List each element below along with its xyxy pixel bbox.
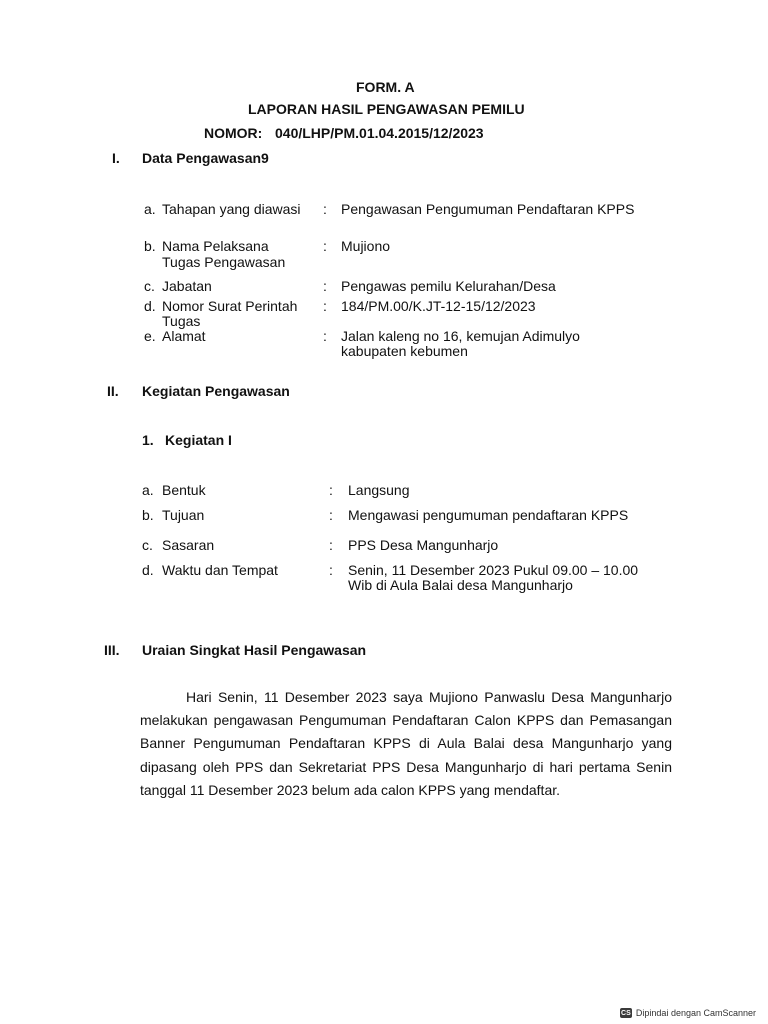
- item-value: 184/PM.00/K.JT-12-15/12/2023: [341, 298, 536, 314]
- subsection-title: Kegiatan I: [165, 432, 232, 448]
- item-letter: c.: [142, 537, 153, 553]
- item-letter: b.: [144, 238, 156, 254]
- item-label-line2: Tugas Pengawasan: [162, 254, 286, 270]
- item-value: Langsung: [348, 482, 410, 498]
- section3-title: Uraian Singkat Hasil Pengawasan: [142, 642, 367, 658]
- item-letter: d.: [142, 562, 154, 578]
- item-value: Jalan kaleng no 16, kemujan Adimulyo: [341, 328, 580, 344]
- item-colon: :: [329, 537, 333, 553]
- number-label: NOMOR:: [204, 125, 263, 141]
- item-label: Nama Pelaksana: [162, 238, 269, 254]
- item-colon: :: [323, 278, 327, 294]
- scanner-watermark: [620, 1008, 756, 1018]
- subsection-numeral: 1.: [142, 432, 154, 448]
- item-letter: e.: [144, 328, 156, 344]
- item-label: Nomor Surat Perintah: [162, 298, 298, 314]
- section1-title: Data Pengawasan9: [142, 150, 269, 166]
- camscanner-logo-icon: CS: [621, 1009, 631, 1017]
- section1-numeral: I.: [112, 150, 120, 166]
- summary-paragraph: Hari Senin, 11 Desember 2023 saya Mujiono Panwaslu Desa Mangunharjo melakukan pengawasan Pengumuman Pendaftaran Calon KPPS dan Pemasangan Banner Pengumuman Pendaftaran KPPS di Aula Balai desa Mangunharjo yang dipasang oleh PPS dan Sekretariat PPS Desa Mangunharjo di hari pertama Senin tanggal 11 Desember 2023 belum ada calon KPPS yang mendaftar.: [140, 689, 672, 798]
- item-value: Pengawasan Pengumuman Pendaftaran KPPS: [341, 201, 635, 217]
- item-letter: b.: [142, 507, 154, 523]
- item-value: Senin, 11 Desember 2023 Pukul 09.00 – 10.00: [348, 562, 639, 578]
- item-colon: :: [329, 482, 333, 498]
- item-colon: :: [329, 562, 333, 578]
- item-colon: :: [329, 507, 333, 523]
- item-letter: a.: [142, 482, 154, 498]
- item-label: Tahapan yang diawasi: [162, 201, 301, 217]
- item-value: Mujiono: [341, 238, 391, 254]
- item-letter: a.: [144, 201, 156, 217]
- section2-title: Kegiatan Pengawasan: [142, 383, 290, 399]
- item-label: Sasaran: [162, 537, 215, 553]
- section2-numeral: II.: [107, 383, 119, 399]
- item-colon: :: [323, 328, 327, 344]
- item-colon: :: [323, 298, 327, 314]
- item-label: Alamat: [162, 328, 206, 344]
- item-value-line2: Wib di Aula Balai desa Mangunharjo: [348, 577, 573, 593]
- item-colon: :: [323, 238, 327, 254]
- section3-numeral: III.: [104, 642, 120, 658]
- number-value: 040/LHP/PM.01.04.2015/12/2023: [275, 125, 484, 141]
- item-value: Pengawas pemilu Kelurahan/Desa: [341, 278, 556, 294]
- item-label: Waktu dan Tempat: [162, 562, 278, 578]
- item-colon: :: [323, 201, 327, 217]
- item-label: Bentuk: [162, 482, 206, 498]
- item-value: Mengawasi pengumuman pendaftaran KPPS: [348, 507, 629, 523]
- item-value: PPS Desa Mangunharjo: [348, 537, 499, 553]
- scanner-watermark-text: Dipindai dengan CamScanner: [635, 1008, 756, 1018]
- item-label-line2: Tugas: [162, 313, 201, 329]
- item-letter: c.: [144, 278, 155, 294]
- form-label: FORM. A: [356, 79, 415, 95]
- report-title: LAPORAN HASIL PENGAWASAN PEMILU: [248, 101, 525, 117]
- item-value-line2: kabupaten kebumen: [341, 343, 468, 359]
- item-label: Tujuan: [162, 507, 205, 523]
- item-letter: d.: [144, 298, 156, 314]
- item-label: Jabatan: [162, 278, 212, 294]
